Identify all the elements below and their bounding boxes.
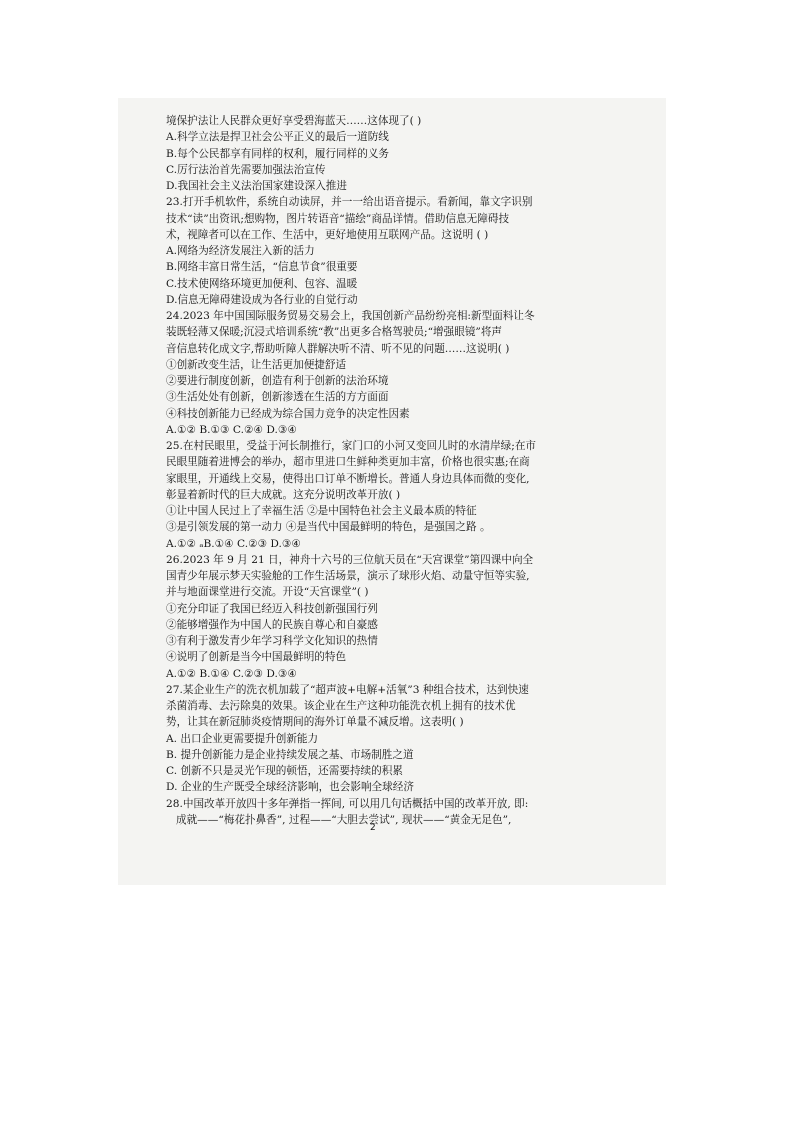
text-line: 并与地面课堂进行交流。开设“天宫课堂”( ) [166, 586, 369, 599]
text-line: 成就——“梅花扑鼻香”, 过程——“大胆去尝试”, 现状——“黄金无足色”, [176, 813, 512, 826]
question-23: 23.打开手机软件，系统自动读屏，并一一给出语音提示。看新闻，靠文字识别 [166, 196, 533, 209]
answer-options: A.①② B.①④ C.②③ D.③④ [166, 667, 297, 680]
option-a: A.科学立法是捍卫社会公平正义的最后一道防线 [166, 131, 389, 144]
statements-1-2: ①让中国人民过上了幸福生活 ②是中国特色社会主义最本质的特征 [166, 505, 477, 517]
statement-4: ④说明了创新是当今中国最鲜明的特色 [166, 651, 347, 664]
statement-4: ④科技创新能力已经成为综合国力竞争的决定性因素 [166, 407, 410, 420]
option-d: D. 企业的生产既受全球经济影响，也会影响全球经济 [166, 781, 414, 794]
answer-options: A.①② ₐB.①④ C.②③ D.③④ [166, 537, 301, 550]
text-line: 术，视障者可以在工作、生活中，更好地使用互联网产品。这说明 ( ) [166, 228, 489, 241]
option-c: C.技术使网络环境更加便利、包容、温暖 [166, 277, 358, 290]
option-b: B.每个公民都享有同样的权利，履行同样的义务 [166, 147, 390, 160]
text-line: 国青少年展示梦天实验舱的工作生活场景，演示了球形火焰、动量守恒等实验, [166, 570, 530, 582]
text-line: 技术“读”出资讯;想购物，图片转语音“描绘”商品详情。借助信息无障碍技 [166, 212, 510, 225]
option-d: D.信息无障碍建设成为各行业的自觉行动 [166, 293, 358, 306]
statement-1: ①充分印证了我国已经迈入科技创新强国行列 [166, 602, 378, 615]
option-a: A.网络为经济发展注入新的活力 [166, 245, 315, 257]
text-line: 装既轻薄又保暖;沉浸式培训系统“教”出更多合格驾驶员;“增强眼镜”将声 [166, 326, 503, 339]
text-line: 音信息转化成文字,帮助听障人群解决听不清、听不见的问题……这说明( ) [166, 342, 510, 355]
question-25: 25.在村民眼里，受益于河长制推行，家门口的小河又变回儿时的水清岸绿;在市 [166, 440, 537, 452]
text-line: 彰显着新时代的巨大成就。这充分说明改革开放( ) [166, 488, 401, 501]
option-c: C.厉行法治首先需要加强法治宣传 [166, 163, 326, 176]
statement-2: ②能够增强作为中国人的民族自尊心和自豪感 [166, 618, 378, 631]
question-27: 27.某企业生产的洗衣机加载了“超声波+电解+活氧”3 种组合技术，达到快速 [166, 683, 529, 696]
question-26: 26.2023 年 9 月 21 日，神舟十六号的三位航天员在“天宫课堂”第四课中向全 [166, 553, 534, 566]
statement-3: ③有利于激发青少年学习科学文化知识的热情 [166, 635, 378, 647]
statement-1: ①创新改变生活，让生活更加便捷舒适 [166, 358, 347, 371]
option-b: B. 提升创新能力是企业持续发展之基、市场制胜之道 [166, 748, 414, 761]
statements-3-4: ③是引领发展的第一动力 ④是当代中国最鲜明的特色，是强国之路 。 [166, 521, 491, 534]
text-line: 境保护法让人民群众更好享受碧海蓝天……这体现了( ) [166, 115, 422, 127]
question-24: 24.2023 年中国国际服务贸易交易会上，我国创新产品纷纷亮相:新型面料让冬 [166, 310, 535, 322]
text-line: 杀菌消毒、去污除臭的效果。该企业在生产这种功能洗衣机上拥有的技术优 [166, 700, 516, 712]
text-line: 势，让其在新冠肺炎疫情期间的海外订单量不减反增。这表明( ) [166, 716, 464, 729]
page-number: 2 [370, 823, 376, 833]
text-line: 民眼里随着进博会的举办，超市里进口生鲜种类更加丰富，价格也很实惠;在商 [166, 456, 530, 469]
text-line: 家眼里，开通线上交易，使得出口订单不断增长。普通人身边具体而微的变化, [166, 472, 530, 485]
question-text [166, 113, 598, 828]
answer-options: A.①② B.①③ C.②④ D.③④ [166, 423, 297, 436]
option-d: D.我国社会主义法治国家建设深入推进 [166, 180, 347, 192]
question-28: 28.中国改革开放四十多年弹指一挥间, 可以用几句话概括中国的改革开放, 即: [166, 797, 529, 810]
option-c: C. 创新不只是灵光乍现的顿悟，还需要持续的积累 [166, 765, 403, 777]
statement-2: ②要进行制度创新，创造有利于创新的法治环境 [166, 375, 389, 387]
option-a: A. 出口企业更需要提升创新能力 [166, 732, 319, 745]
statement-3: ③生活处处有创新，创新渗透在生活的方方面面 [166, 391, 389, 404]
option-b: B.网络丰富日常生活，“信息节食”很重要 [166, 261, 358, 274]
